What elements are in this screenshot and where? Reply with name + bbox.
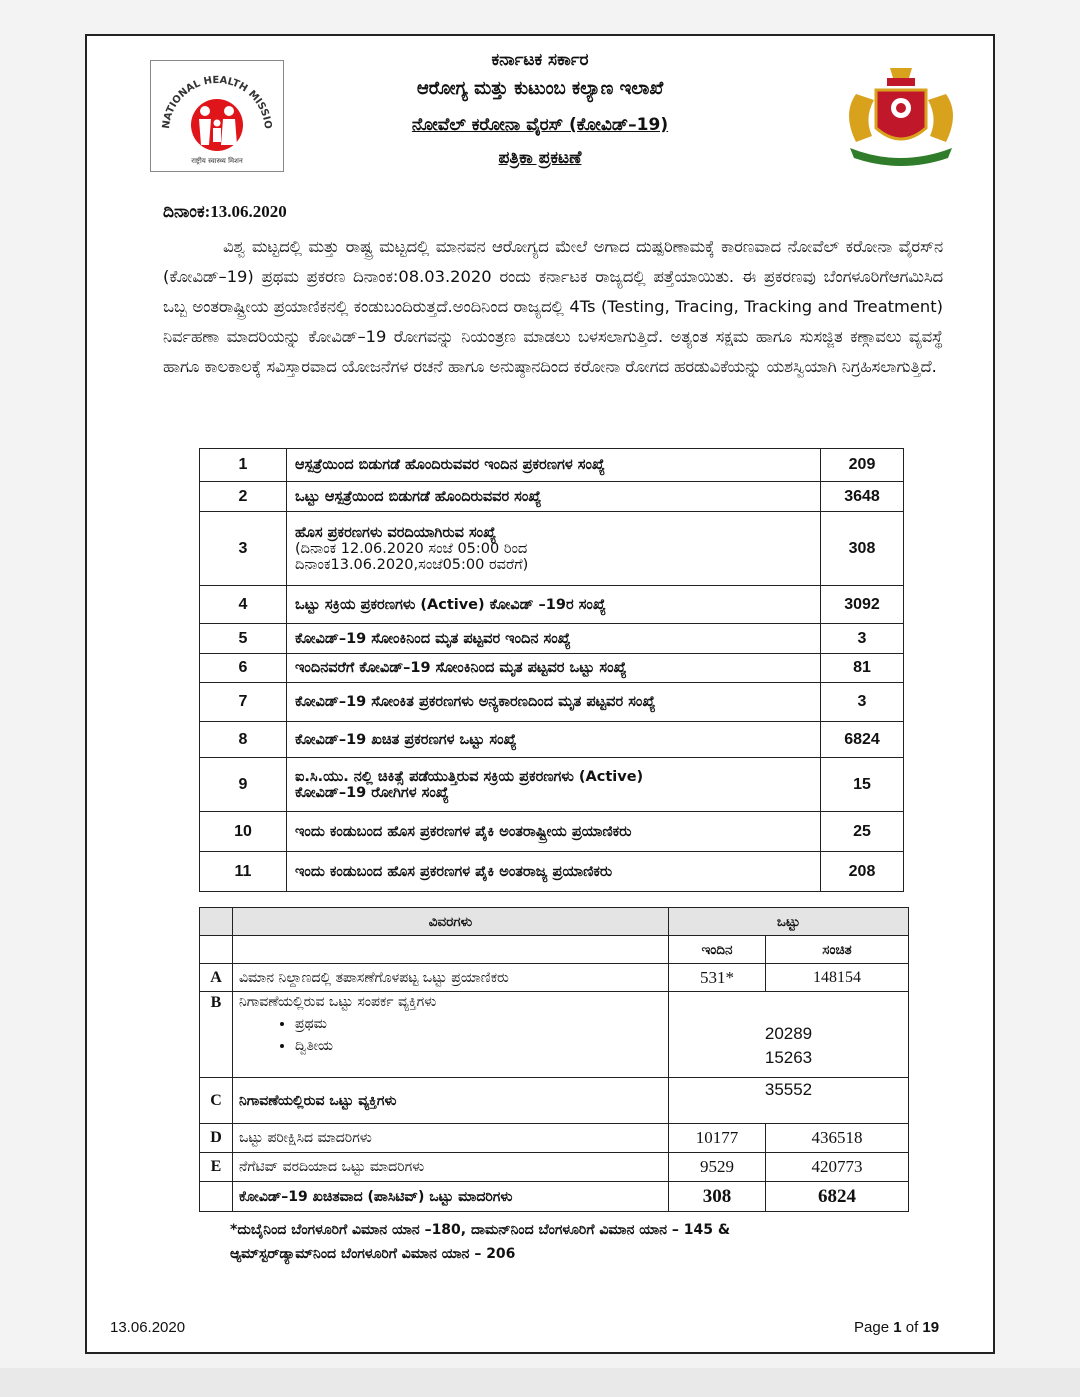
- footer-page-number: [854, 1319, 939, 1336]
- row-value: 15: [821, 758, 904, 812]
- row-value: 3092: [821, 586, 904, 624]
- footnote-line1: *ದುಬೈನಿಂದ ಬೆಂಗಳೂರಿಗೆ ವಿಮಾನ ಯಾನ –180, ದಾಮನ್‌ನಿಂದ ಬೆಂಗಳೂರಿಗೆ ವಿಮಾನ ಯಾನ – 145 &: [230, 1222, 731, 1238]
- subheader-blank-cell: [200, 936, 233, 964]
- primary-value: 20289: [764, 1023, 813, 1043]
- table-row: [200, 586, 904, 624]
- row-label: ನೆಗೆಟಿವ್ ವರದಿಯಾದ ಒಟ್ಟು ಮಾದರಿಗಳು: [233, 1153, 669, 1182]
- row-number: 6: [200, 654, 287, 683]
- row-label: ನಿಗಾವಣೆಯಲ್ಲಿರುವ ಒಟ್ಟು ಸಂಪರ್ಕ ವ್ಯಕ್ತಿಗಳು: [239, 994, 437, 1010]
- row-number: 8: [200, 722, 287, 758]
- footer-date: 13.06.2020: [110, 1319, 186, 1336]
- row-number: 9: [200, 758, 287, 812]
- table-row: [200, 964, 909, 992]
- row-number: 4: [200, 586, 287, 624]
- row-letter: B: [200, 992, 233, 1078]
- table-row: [200, 758, 904, 812]
- row-cumulative: 6824: [766, 1182, 909, 1212]
- row-today: 10177: [669, 1124, 766, 1153]
- page-word: Page: [854, 1319, 890, 1336]
- svg-text:NATIONAL HEALTH MISSION: NATIONAL HEALTH MISSIO: [160, 74, 274, 130]
- row-cumulative: 420773: [766, 1153, 909, 1182]
- table-row: [200, 992, 909, 1078]
- nhm-logo-subtext: राष्ट्रीय स्वास्थ्य मिशन: [191, 157, 243, 165]
- row-description: ಕೋವಿಡ್–19 ಸೋಂಕಿನಿಂದ ಮೃತ ಪಟ್ಟವರ ಇಂದಿನ ಸಂಖ್ಯೆ: [287, 624, 821, 654]
- row-value: 3: [821, 624, 904, 654]
- summary-table: [199, 448, 904, 892]
- row-value: 209: [821, 449, 904, 482]
- background-strip: [0, 1368, 1080, 1397]
- contact-bullet-list: [239, 1016, 662, 1054]
- header-press-release: ಪತ್ರಿಕಾ ಪ್ರಕಟಣೆ: [498, 148, 582, 168]
- row-number: 5: [200, 624, 287, 654]
- row-description-line1: ಹೊಸ ಪ್ರಕರಣಗಳು ವರದಿಯಾಗಿರುವ ಸಂಖ್ಯೆ: [295, 524, 497, 541]
- page-of: of: [905, 1319, 919, 1336]
- row-label: ವಿಮಾನ ನಿಲ್ದಾಣದಲ್ಲಿ ತಪಾಸಣೆಗೊಳಪಟ್ಟ ಒಟ್ಟು ಪ್ರಯಾಣಿಕರು: [233, 964, 669, 992]
- header-total: ಒಟ್ಟು: [669, 908, 909, 936]
- row-letter: C: [200, 1078, 233, 1124]
- row-description: ಕೋವಿಡ್–19 ಸೋಂಕಿತ ಪ್ರಕರಣಗಳು ಅನ್ಯಕಾರಣದಿಂದ ಮೃತ ಪಟ್ಟವರ ಸಂಖ್ಯೆ: [287, 683, 821, 722]
- header-details: ವಿವರಗಳು: [233, 908, 669, 936]
- row-value: 3648: [821, 482, 904, 512]
- table-row: [200, 1153, 909, 1182]
- row-description: ಇಂದು ಕಂಡುಬಂದ ಹೊಸ ಪ್ರಕರಣಗಳ ಪೈಕಿ ಅಂತರಾಜ್ಯ ಪ್ರಯಾಣಿಕರು: [287, 852, 821, 892]
- table-row: [200, 449, 904, 482]
- row-description: ಆಸ್ಪತ್ರೆಯಿಂದ ಬಿಡುಗಡೆ ಹೊಂದಿರುವವರ ಇಂದಿನ ಪ್ರಕರಣಗಳ ಸಂಖ್ಯೆ: [287, 449, 821, 482]
- row-value: 3: [821, 683, 904, 722]
- table-row: [200, 683, 904, 722]
- row-number: 1: [200, 449, 287, 482]
- row-description: ಇಂದು ಕಂಡುಬಂದ ಹೊಸ ಪ್ರಕರಣಗಳ ಪೈಕಿ ಅಂತರಾಷ್ಟ್ರೀಯ ಪ್ರಯಾಣಿಕರು: [287, 812, 821, 852]
- row-label-cell: [233, 992, 669, 1078]
- row-description: ಕೋವಿಡ್–19 ಖಚಿತ ಪ್ರಕರಣಗಳ ಒಟ್ಟು ಸಂಖ್ಯೆ: [287, 722, 821, 758]
- table-row: [200, 512, 904, 586]
- row-description: [287, 758, 821, 812]
- row-value: 25: [821, 812, 904, 852]
- row-value: 208: [821, 852, 904, 892]
- header-today: ಇಂದಿನ: [669, 936, 766, 964]
- footnote-line2: ಆ್ಯಮ್‌ಸ್ಟರ್‌ಡ್ಯಾಮ್‌ನಿಂದ ಬೆಂಗಳೂರಿಗೆ ವಿಮಾನ ಯಾನ – 206: [230, 1246, 516, 1262]
- row-value: 81: [821, 654, 904, 683]
- list-item: • ಪ್ರಥಮ: [295, 1016, 662, 1032]
- row-values-cell: [669, 992, 909, 1078]
- row-number: 10: [200, 812, 287, 852]
- row-today: 531*: [669, 964, 766, 992]
- row-today: 308: [669, 1182, 766, 1212]
- state-emblem-icon: [832, 60, 970, 172]
- table-row: [200, 722, 904, 758]
- table-row: [200, 852, 904, 892]
- row-description: ಒಟ್ಟು ಆಸ್ಪತ್ರೆಯಿಂದ ಬಿಡುಗಡೆ ಹೊಂದಿರುವವರ ಸಂಖ್ಯೆ: [287, 482, 821, 512]
- table-row: [200, 654, 904, 683]
- intro-paragraph: ವಿಶ್ವ ಮಟ್ಟದಲ್ಲಿ ಮತ್ತು ರಾಷ್ಟ್ರ ಮಟ್ಟದಲ್ಲಿ ಮಾನವನ ಆರೋಗ್ಯದ ಮೇಲೆ ಅಗಾದ ದುಷ್ಪರಿಣಾಮಕ್ಕೆ ಕಾರಣವಾದ ನೋವೆಲ್ ಕರೋನಾ ವೈರಸ್‌ನ (ಕೋವಿಡ್–19) ಪ್ರಥಮ ಪ್ರಕರಣ ದಿನಾಂಕ:08.03.2020 ರಂದು ಕರ್ನಾಟಕ ರಾಜ್ಯದಲ್ಲಿ ಪತ್ತೆಯಾಯಿತು. ಈ ಪ್ರಕರಣವು ಬೆಂಗಳೂರಿಗೆಆಗಮಿಸಿದ ಒಬ್ಬ ಅಂತರಾಷ್ಟ್ರೀಯ ಪ್ರಯಾಣಿಕನಲ್ಲಿ ಕಂಡುಬಂದಿರುತ್ತದೆ.ಅಂದಿನಿಂದ ರಾಜ್ಯದಲ್ಲಿ 4Ts (Testing, Tracing, Tracking and Treatment) ನಿರ್ವಹಣಾ ಮಾದರಿಯನ್ನು ಕೋವಿಡ್–19 ರೋಗವನ್ನು ನಿಯಂತ್ರಣ ಮಾಡಲು ಬಳಸಲಾಗುತ್ತಿದೆ. ಅತ್ಯಂತ ಸಕ್ಷಮ ಹಾಗೂ ಸುಸಜ್ಜಿತ ಕಣ್ಗಾವಲು ವ್ಯವಸ್ಥೆ ಹಾಗೂ ಕಾಲಕಾಲಕ್ಕೆ ಸವಿಸ್ತಾರವಾದ ಯೋಜನೆಗಳ ರಚನೆ ಹಾಗೂ ಅನುಷ್ಠಾನದಿಂದ ಕರೋನಾ ರೋಗದ ಹರಡುವಿಕೆಯನ್ನು ಯಶಸ್ವಿಯಾಗಿ ನಿಗ್ರಹಿಸಲಾಗುತ್ತಿದೆ.: [163, 237, 943, 376]
- table-row: [200, 812, 904, 852]
- row-cumulative: 148154: [766, 964, 909, 992]
- row-cumulative: 436518: [766, 1124, 909, 1153]
- row-description: ಇಂದಿನವರೆಗೆ ಕೋವಿಡ್–19 ಸೋಂಕಿನಿಂದ ಮೃತ ಪಟ್ಟವರ ಒಟ್ಟು ಸಂಖ್ಯೆ: [287, 654, 821, 683]
- row-today: 9529: [669, 1153, 766, 1182]
- header-department: ಆರೋಗ್ಯ ಮತ್ತು ಕುಟುಂಬ ಕಲ್ಯಾಣ ಇಲಾಖೆ: [416, 78, 664, 99]
- header-subject: ನೋವೆಲ್ ಕರೋನಾ ವೈರಸ್ (ಕೋವಿಡ್–19): [411, 115, 669, 135]
- national-health-mission-logo: [150, 60, 284, 172]
- table-row: [200, 1182, 909, 1212]
- row-letter: E: [200, 1153, 233, 1182]
- row-letter: A: [200, 964, 233, 992]
- row-letter: D: [200, 1124, 233, 1153]
- row-number: 7: [200, 683, 287, 722]
- header-blank-cell: [200, 908, 233, 936]
- row-description-line2: (ದಿನಾಂಕ 12.06.2020 ಸಂಜೆ 05:00 ರಿಂದ: [295, 540, 528, 557]
- page-total: 19: [922, 1319, 940, 1336]
- row-label: ಒಟ್ಟು ಪರೀಕ್ಷಿಸಿದ ಮಾದರಿಗಳು: [233, 1124, 669, 1153]
- table-row: [200, 624, 904, 654]
- table-row: [200, 482, 904, 512]
- row-description: ಒಟ್ಟು ಸಕ್ರಿಯ ಪ್ರಕರಣಗಳು (Active) ಕೋವಿಡ್ –19ರ ಸಂಖ್ಯೆ: [287, 586, 821, 624]
- header-government: ಕರ್ನಾಟಕ ಸರ್ಕಾರ: [491, 50, 589, 70]
- footnote: [230, 1218, 890, 1266]
- table-header-row: [200, 908, 909, 936]
- table-subheader-row: [200, 936, 909, 964]
- karnataka-emblem: [832, 60, 970, 172]
- row-value: 35552: [669, 1078, 909, 1124]
- nhm-emblem-icon: [151, 61, 283, 171]
- row-description-line3: ದಿನಾಂಕ13.06.2020,ಸಂಜೆ05:00 ರವರೆಗೆ): [295, 556, 529, 573]
- release-date: ದಿನಾಂಕ:13.06.2020: [163, 202, 287, 221]
- row-label: ಕೋವಿಡ್–19 ಖಚಿತವಾದ (ಪಾಸಿಟಿವ್) ಒಟ್ಟು ಮಾದರಿಗಳು: [233, 1182, 669, 1212]
- row-letter: [200, 1182, 233, 1212]
- table-row: [200, 1078, 909, 1124]
- row-number: 3: [200, 512, 287, 586]
- secondary-value: 15263: [764, 1047, 813, 1067]
- row-value: 308: [821, 512, 904, 586]
- subheader-blank-cell: [233, 936, 669, 964]
- page-current: 1: [893, 1319, 902, 1336]
- table-row: [200, 1124, 909, 1153]
- row-description-line1: ಐ.ಸಿ.ಯು. ನಲ್ಲಿ ಚಿಕಿತ್ಸೆ ಪಡೆಯುತ್ತಿರುವ ಸಕ್ರಿಯ ಪ್ರಕರಣಗಳು (Active): [295, 768, 644, 785]
- list-item: • ದ್ವಿತೀಯ: [295, 1038, 662, 1054]
- row-value: 6824: [821, 722, 904, 758]
- header-cumulative: ಸಂಚಿತ: [766, 936, 909, 964]
- details-table: [199, 907, 909, 1212]
- row-description: [287, 512, 821, 586]
- row-description-line2: ಕೋವಿಡ್–19 ರೋಗಿಗಳ ಸಂಖ್ಯೆ: [295, 784, 449, 801]
- row-number: 11: [200, 852, 287, 892]
- row-label: ನಿಗಾವಣೆಯಲ್ಲಿರುವ ಒಟ್ಟು ವ್ಯಕ್ತಿಗಳು: [233, 1078, 669, 1124]
- row-number: 2: [200, 482, 287, 512]
